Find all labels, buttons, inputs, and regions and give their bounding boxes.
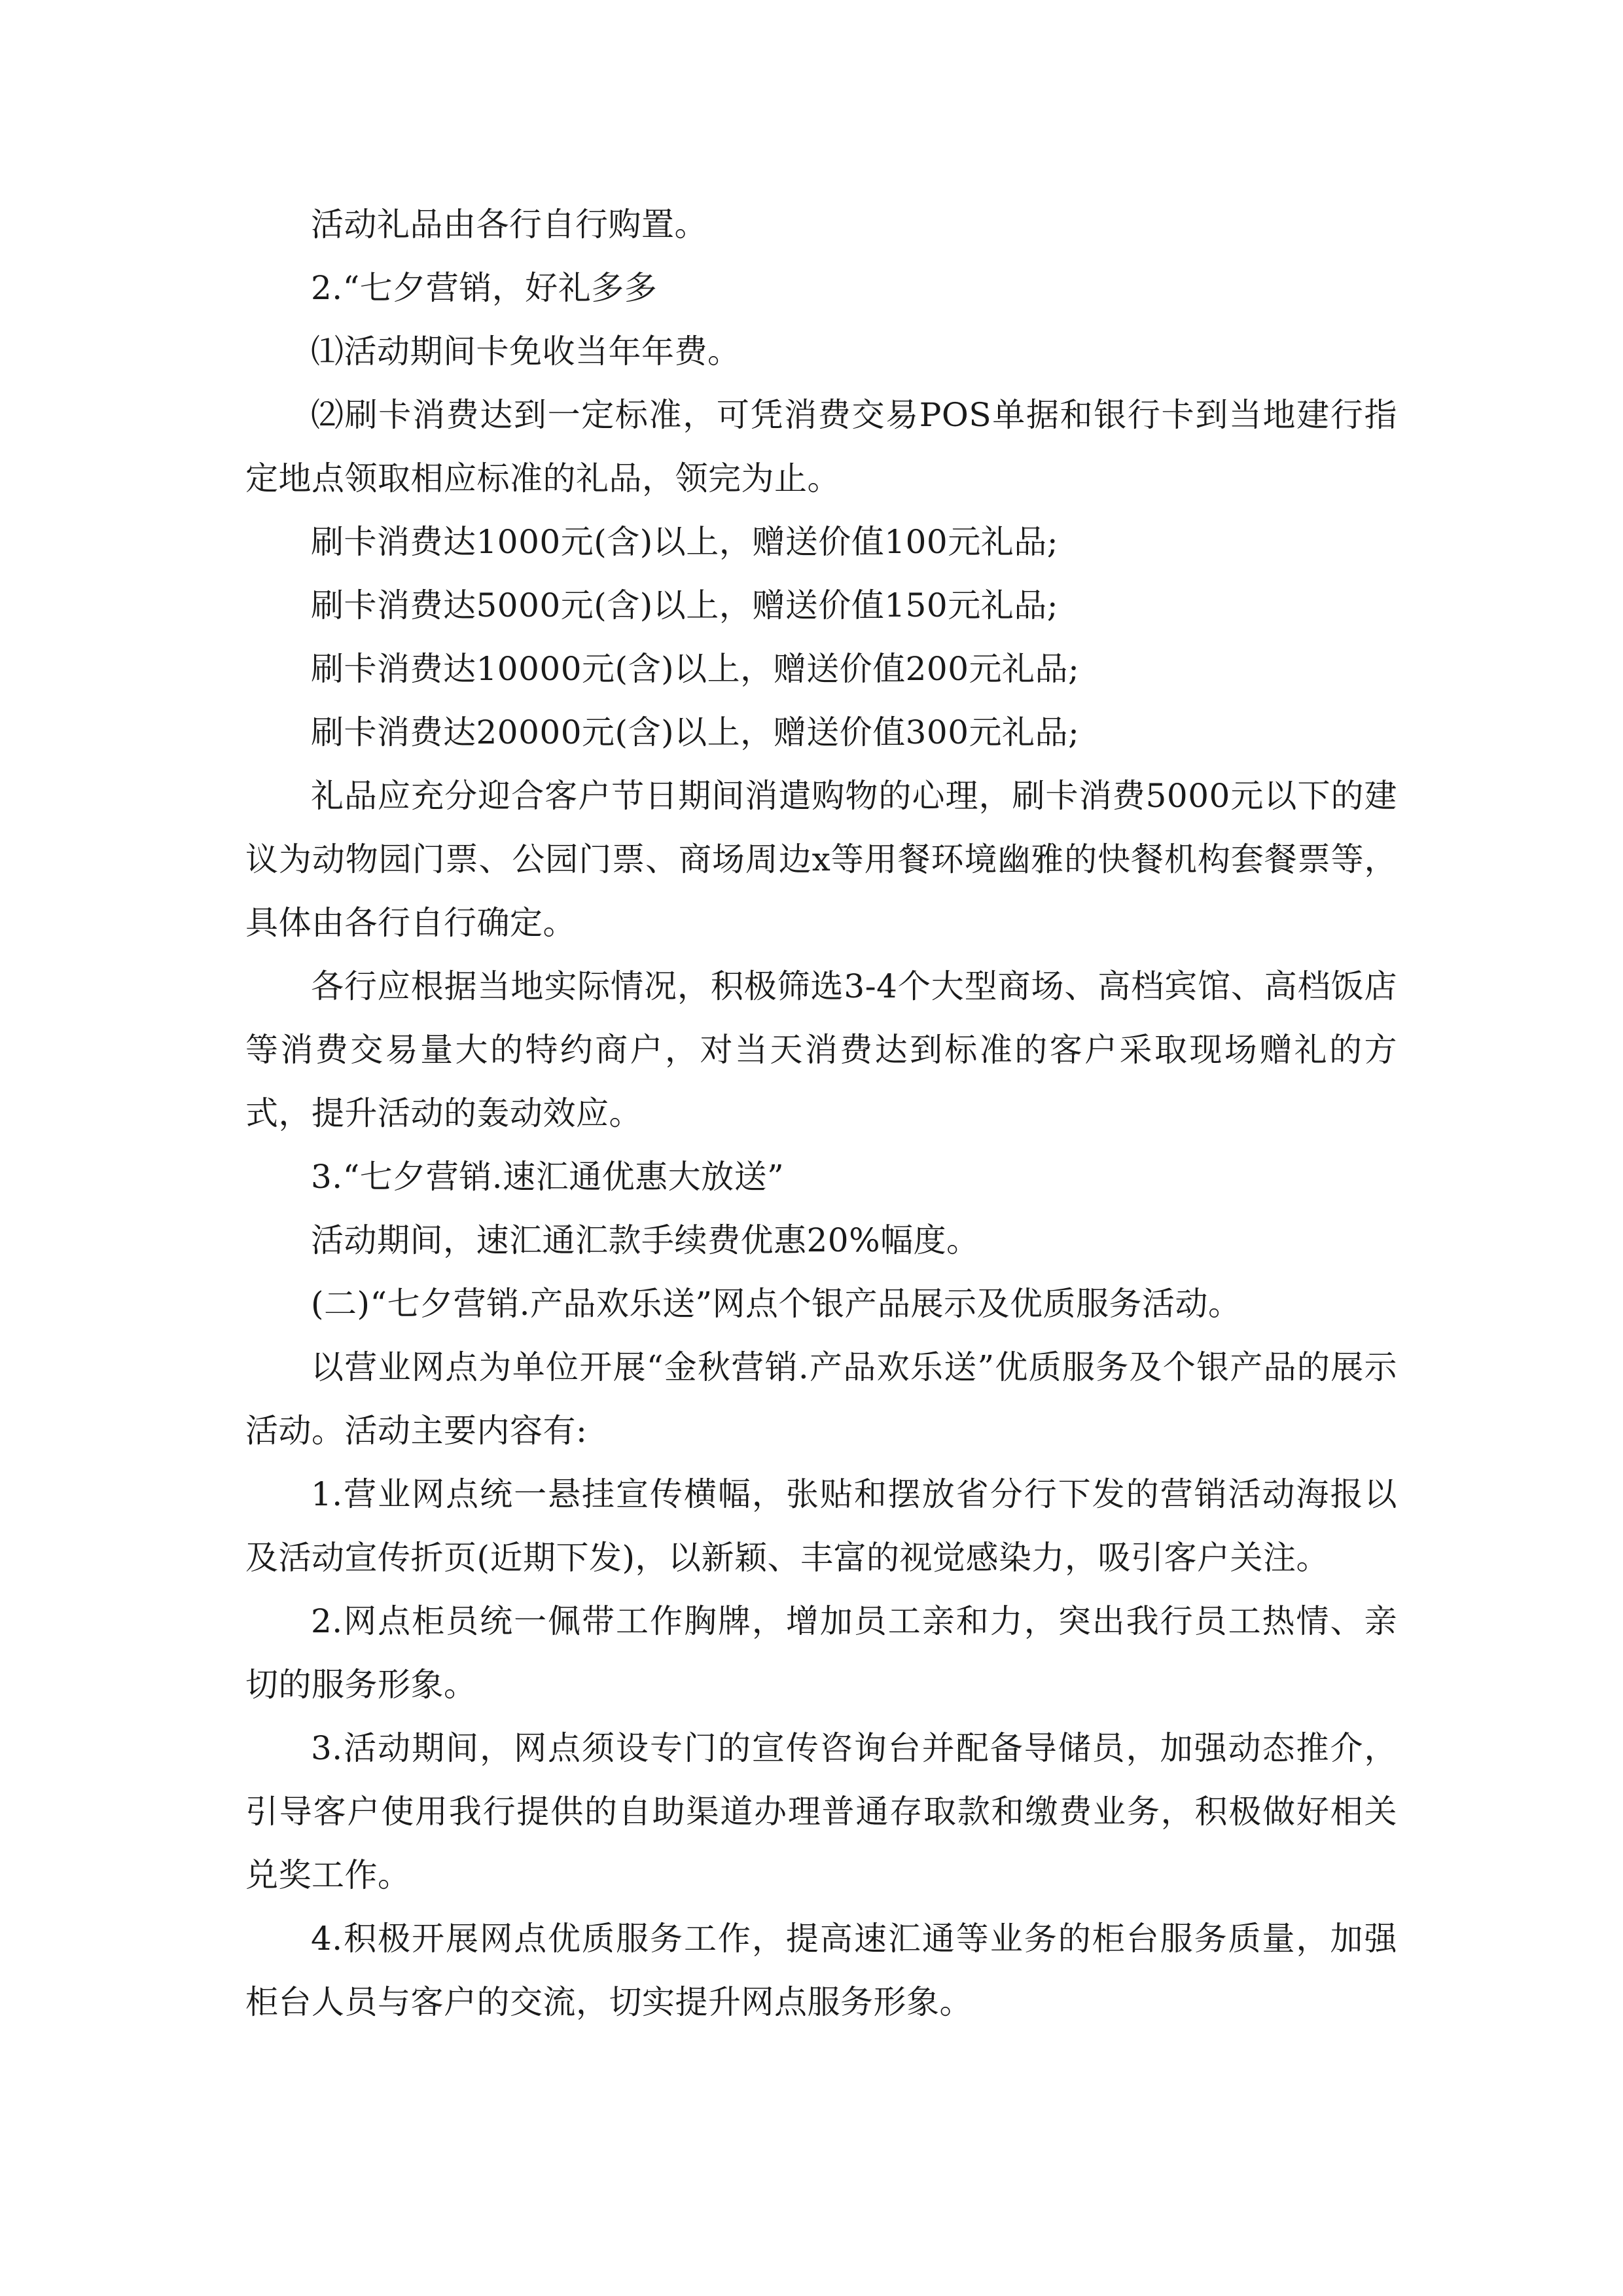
paragraph-10: 各行应根据当地实际情况，积极筛选3-4个大型商场、高档宾馆、高档饭店等消费交易量大的特约商户，对当天消费达到标准的客户采取现场赠礼的方式，提升活动的轰动效应。 [245,967,1397,1132]
paragraph-5: 刷卡消费达1000元(含)以上，赠送价值100元礼品; [311,523,1059,561]
paragraph-7: 刷卡消费达10000元(含)以上，赠送价值200元礼品; [311,650,1080,688]
paragraph-18: 4.积极开展网点优质服务工作，提高速汇通等业务的柜台服务质量，加强柜台人员与客户的交流，切实提升网点服务形象。 [245,1920,1397,2021]
paragraph-2: 2.“七夕营销，好礼多多 [311,269,658,307]
paragraph-14: 以营业网点为单位开展“金秋营销.产品欢乐送”优质服务及个银产品的展示活动。活动主要内容有: [245,1348,1397,1450]
paragraph-12: 活动期间，速汇通汇款手续费优惠20%幅度。 [311,1221,980,1259]
paragraph-11: 3.“七夕营销.速汇通优惠大放送” [311,1158,785,1196]
paragraph-6: 刷卡消费达5000元(含)以上，赠送价值150元礼品; [311,586,1059,624]
paragraph-16: 2.网点柜员统一佩带工作胸牌，增加员工亲和力，突出我行员工热情、亲切的服务形象。 [245,1602,1397,1704]
paragraph-9: 礼品应充分迎合客户节日期间消遣购物的心理，刷卡消费5000元以下的建议为动物园门票、公园门票、商场周边x等用餐环境幽雅的快餐机构套餐票等，具体由各行自行确定。 [245,777,1397,942]
paragraph-4: ⑵刷卡消费达到一定标准，可凭消费交易POS单据和银行卡到当地建行指定地点领取相应标准的礼品，领完为止。 [245,396,1397,497]
paragraph-15: 1.营业网点统一悬挂宣传横幅，张贴和摆放省分行下发的营销活动海报以及活动宣传折页(近期下发)，以新颖、丰富的视觉感染力，吸引客户关注。 [245,1475,1397,1577]
paragraph-13: (二)“七夕营销.产品欢乐送”网点个银产品展示及优质服务活动。 [311,1285,1241,1323]
paragraph-8: 刷卡消费达20000元(含)以上，赠送价值300元礼品; [311,713,1080,751]
paragraph-17: 3.活动期间，网点须设专门的宣传咨询台并配备导储员，加强动态推介，引导客户使用我行提供的自助渠道办理普通存取款和缴费业务，积极做好相关兑奖工作。 [245,1729,1397,1894]
document-body [245,193,1397,2034]
paragraph-3: ⑴活动期间卡免收当年年费。 [311,332,741,370]
paragraph-1: 活动礼品由各行自行购置。 [311,206,707,243]
